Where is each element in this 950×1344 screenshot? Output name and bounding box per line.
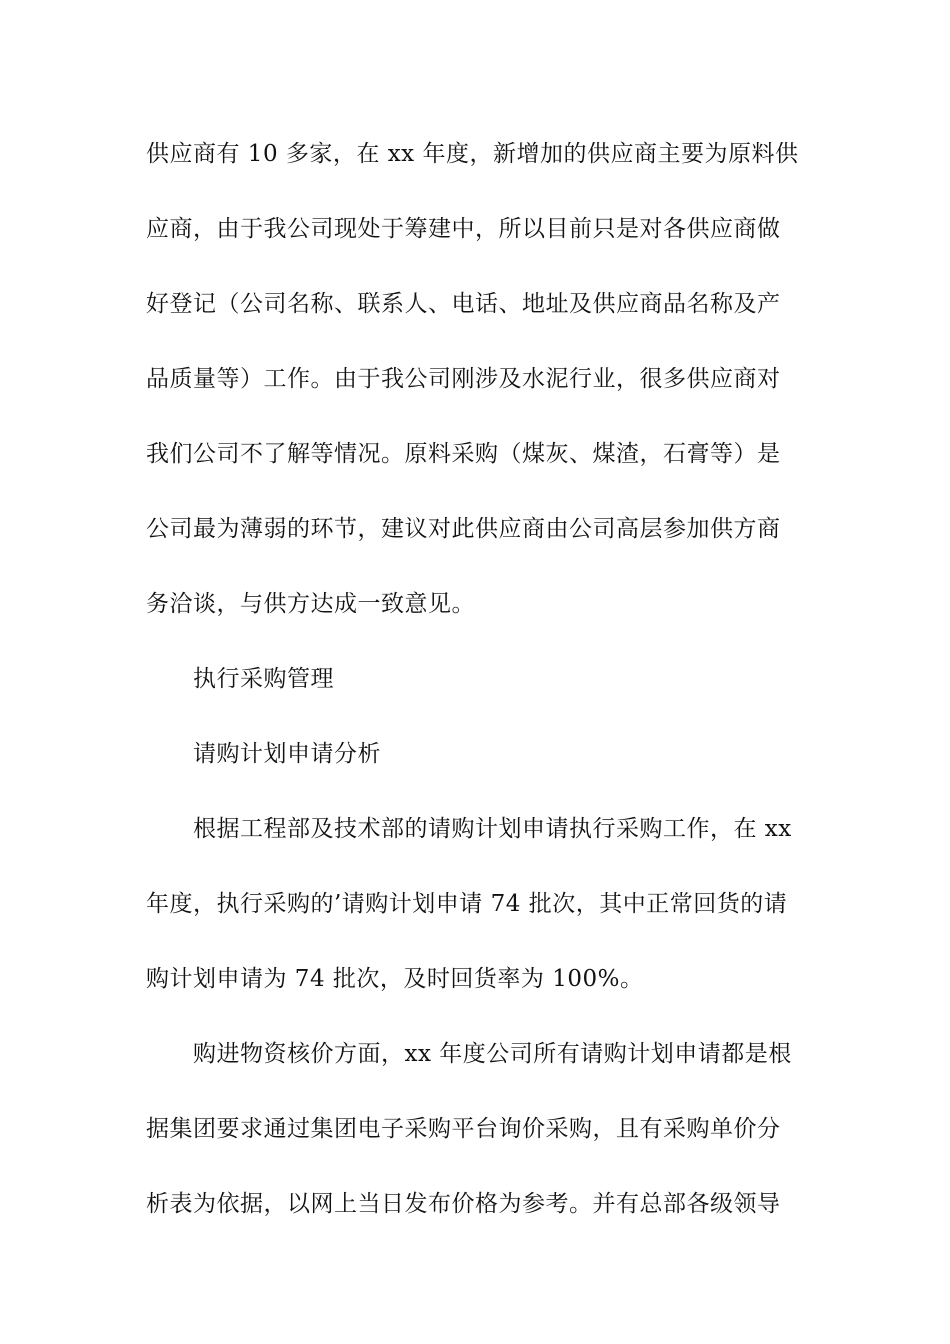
body-text-line: 品质量等）工作。由于我公司刚涉及水泥行业，很多供应商对: [146, 366, 781, 392]
body-text-line: 公司最为薄弱的环节，建议对此供应商由公司高层参加供方商: [146, 516, 781, 542]
body-text-line: 好登记（公司名称、联系人、电话、地址及供应商品名称及产: [146, 291, 781, 317]
body-text-line: 年度，执行采购的’请购计划申请 74 批次，其中正常回货的请: [146, 891, 788, 917]
section-heading: 执行采购管理: [193, 666, 334, 692]
body-text-line: 购计划申请为 74 批次，及时回货率为 100%。: [146, 966, 644, 992]
body-text-line: 务洽谈，与供方达成一致意见。: [146, 591, 475, 617]
document-body: [146, 132, 806, 1257]
body-text-line: 供应商有 10 多家，在 xx 年度，新增加的供应商主要为原料供: [146, 141, 799, 167]
body-text-line: 我们公司不了解等情况。原料采购（煤灰、煤渣，石膏等）是: [146, 441, 781, 467]
body-text-line: 析表为依据，以网上当日发布价格为参考。并有总部各级领导: [146, 1191, 781, 1217]
body-text-line: 据集团要求通过集团电子采购平台询价采购，且有采购单价分: [146, 1116, 781, 1142]
subsection-heading: 请购计划申请分析: [193, 741, 381, 767]
paragraph-first-line: 根据工程部及技术部的请购计划申请执行采购工作，在 xx: [193, 816, 792, 842]
paragraph-first-line: 购进物资核价方面，xx 年度公司所有请购计划申请都是根: [193, 1041, 792, 1067]
body-text-line: 应商，由于我公司现处于筹建中，所以目前只是对各供应商做: [146, 216, 781, 242]
